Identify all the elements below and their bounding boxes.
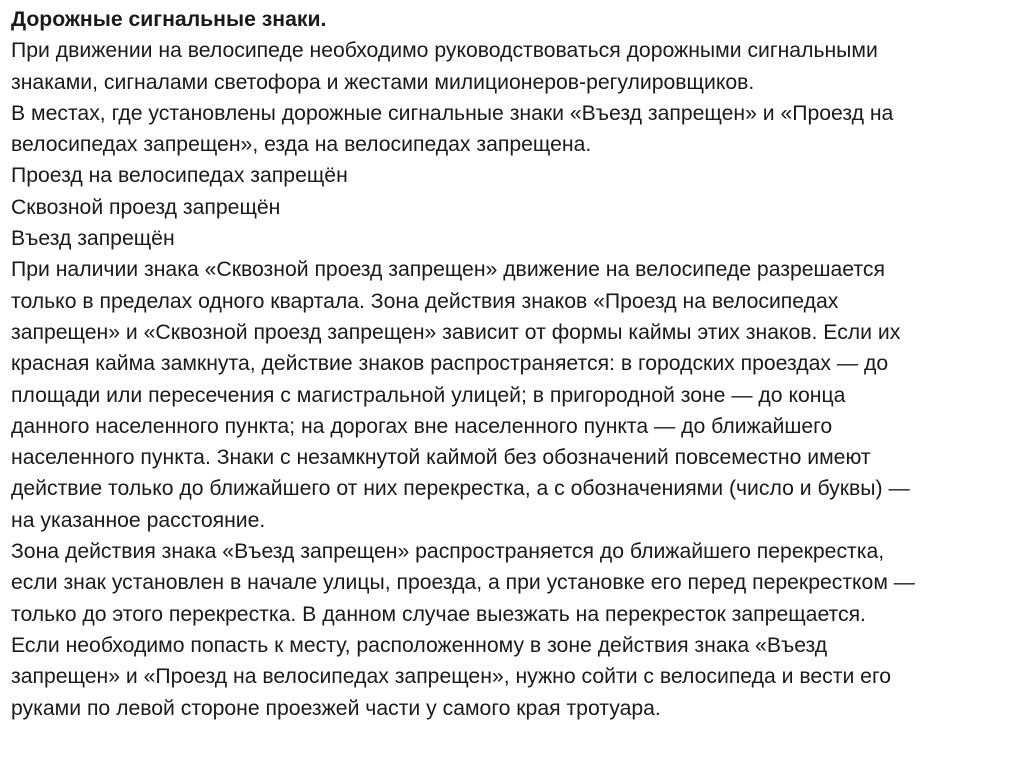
text-line: велосипедах запрещен», езда на велосипедах запрещена. (11, 133, 592, 157)
text-line: если знак установлен в начале улицы, проезда, а при установке его перед перекрестком — (11, 571, 915, 595)
text-line: только до этого перекрестка. В данном случае выезжать на перекресток запрещается. (11, 602, 866, 626)
text-line: действие только до ближайшего от них перекрестка, а с обозначениями (число и буквы) — (11, 477, 910, 501)
text-line: на указанное расстояние. (11, 508, 266, 532)
document-body (11, 4, 1011, 724)
text-line: В местах, где установлены дорожные сигнальные знаки «Въезд запрещен» и «Проезд на (11, 101, 894, 125)
text-line: только в пределах одного квартала. Зона действия знаков «Проезд на велосипедах (11, 289, 839, 313)
text-line: запрещен» и «Проезд на велосипедах запрещен», нужно сойти с велосипеда и вести его (11, 665, 892, 689)
text-line: При движении на велосипеде необходимо руководствоваться дорожными сигнальными (11, 39, 878, 63)
text-line: Въезд запрещён (11, 227, 175, 251)
document-title: Дорожные сигнальные знаки. (11, 8, 327, 31)
text-line: площади или пересечения с магистральной улицей; в пригородной зоне — до конца (11, 383, 846, 407)
text-line: Проезд на велосипедах запрещён (11, 164, 348, 188)
text-line: населенного пункта. Знаки с незамкнутой каймой без обозначений повсеместно имеют (11, 446, 871, 470)
text-line: данного населенного пункта; на дорогах вне населенного пункта — до ближайшего (11, 414, 833, 438)
text-line: Если необходимо попасть к месту, расположенному в зоне действия знака «Въезд (11, 633, 828, 657)
text-line: красная кайма замкнута, действие знаков распространяется: в городских проездах — до (11, 352, 889, 376)
text-line: Зона действия знака «Въезд запрещен» распространяется до ближайшего перекрестка, (11, 540, 885, 564)
text-line: знаками, сигналами светофора и жестами милиционеров-регулировщиков. (11, 70, 755, 94)
text-line: запрещен» и «Сквозной проезд запрещен» зависит от формы каймы этих знаков. Если их (11, 320, 901, 344)
text-line: руками по левой стороне проезжей части у самого края тротуара. (11, 696, 661, 720)
text-line: Сквозной проезд запрещён (11, 195, 281, 219)
text-line: При наличии знака «Сквозной проезд запрещен» движение на велосипеде разрешается (11, 258, 885, 282)
